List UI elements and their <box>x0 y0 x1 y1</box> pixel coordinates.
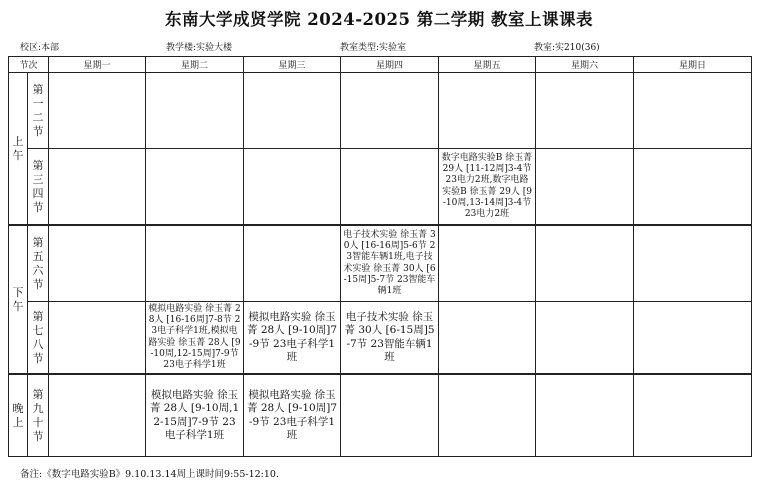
slot-p910-sat <box>536 374 634 457</box>
course-entry: 模拟电路实验 徐玉菁 28人 [9-10周]7-9节 23电子科学1班 <box>247 388 338 441</box>
slot-p56-wed <box>244 225 341 302</box>
header-day-sun: 星期日 <box>634 57 752 73</box>
period-9-10-label: 第九十节 <box>32 387 44 443</box>
campus-label: 校区:本部 <box>20 43 60 53</box>
slot-p12-fri <box>439 73 536 149</box>
period-3-4 <box>28 149 49 226</box>
row-periods-7-8 <box>9 302 752 375</box>
slot-p12-mon <box>49 73 146 149</box>
page-title: 东南大学成贤学院 2024-2025 第二学期 教室上课课表 <box>165 10 593 29</box>
slot-p12-wed <box>244 73 341 149</box>
building-label: 教学楼:实验大楼 <box>166 43 233 53</box>
header-day-fri: 星期五 <box>439 57 536 73</box>
slot-p34-fri <box>439 149 536 226</box>
slot-p34-thu <box>341 149 439 226</box>
header-day-sat: 星期六 <box>536 57 634 73</box>
slot-p34-sat <box>536 149 634 226</box>
slot-p910-sun <box>634 374 752 457</box>
slot-p12-sat <box>536 73 634 149</box>
timetable <box>8 56 752 457</box>
room-label: 教室:实210(36) <box>534 43 600 53</box>
session-afternoon <box>9 225 28 374</box>
course-entry: 模拟电路实验 徐玉菁 28人 [9-10周,12-15周]7-9节 23电子科学1班 <box>149 388 240 441</box>
period-1-2 <box>28 73 49 149</box>
slot-p78-wed <box>244 302 341 375</box>
course-entry: 模拟电路实验 徐玉菁 28人 [16-16周]7-8节 23电子科学1班,模拟电路实验 徐玉菁 28人 [9-10周,12-15周]7-9节 23电子科学1班 <box>148 303 241 370</box>
row-periods-5-6 <box>9 225 752 302</box>
period-9-10 <box>28 374 49 457</box>
slot-p56-fri <box>439 225 536 302</box>
period-5-6-label: 第五六节 <box>32 235 44 291</box>
course-entry: 模拟电路实验 徐玉菁 28人 [9-10周]7-9节 23电子科学1班 <box>247 310 338 363</box>
session-morning <box>9 73 28 226</box>
session-evening-label: 晚上 <box>12 401 24 429</box>
session-evening <box>9 374 28 457</box>
slot-p56-tue <box>146 225 244 302</box>
course-entry: 电子技术实验 徐玉菁 30人 [16-16周]5-6节 23智能车辆1班,电子技术实验 徐玉菁 30人 [6-15周]5-7节 23智能车辆1班 <box>343 229 436 296</box>
slot-p12-sun <box>634 73 752 149</box>
room-type-label: 教室类型:实验室 <box>340 43 407 53</box>
slot-p56-thu <box>341 225 439 302</box>
header-period: 节次 <box>9 57 49 73</box>
footnote: 备注:《数字电路实验B》9.10.13.14周上课时间9:55-12:10. <box>20 469 279 480</box>
slot-p910-wed <box>244 374 341 457</box>
slot-p78-mon <box>49 302 146 375</box>
course-entry: 数字电路实验B 徐玉菁 29人 [11-12周]3-4节 23电力2班,数字电路实验B 徐玉菁 29人 [9-10周,13-14周]3-4节 23电力2班 <box>441 152 533 219</box>
slot-p12-tue <box>146 73 244 149</box>
row-periods-1-2 <box>9 73 752 149</box>
slot-p910-tue <box>146 374 244 457</box>
slot-p34-tue <box>146 149 244 226</box>
period-1-2-label: 第一二节 <box>32 82 44 138</box>
slot-p56-sat <box>536 225 634 302</box>
header-day-tue: 星期二 <box>146 57 244 73</box>
slot-p56-mon <box>49 225 146 302</box>
header-day-mon: 星期一 <box>49 57 146 73</box>
header-day-wed: 星期三 <box>244 57 341 73</box>
header-day-thu: 星期四 <box>341 57 439 73</box>
session-morning-label: 上午 <box>12 134 24 162</box>
slot-p910-mon <box>49 374 146 457</box>
row-periods-3-4 <box>9 149 752 226</box>
row-periods-9-10 <box>9 374 752 457</box>
slot-p34-wed <box>244 149 341 226</box>
slot-p78-sun <box>634 302 752 375</box>
period-5-6 <box>28 225 49 302</box>
slot-p56-sun <box>634 225 752 302</box>
period-7-8 <box>28 302 49 375</box>
slot-p78-fri <box>439 302 536 375</box>
course-entry: 电子技术实验 徐玉菁 30人 [6-15周]5-7节 23智能车辆1班 <box>344 310 435 363</box>
slot-p12-thu <box>341 73 439 149</box>
slot-p78-tue <box>146 302 244 375</box>
slot-p910-fri <box>439 374 536 457</box>
slot-p34-mon <box>49 149 146 226</box>
slot-p34-sun <box>634 149 752 226</box>
header-row <box>9 57 752 73</box>
slot-p78-sat <box>536 302 634 375</box>
period-3-4-label: 第三四节 <box>32 158 44 214</box>
slot-p910-thu <box>341 374 439 457</box>
period-7-8-label: 第七八节 <box>32 309 44 365</box>
slot-p78-thu <box>341 302 439 375</box>
session-afternoon-label: 下午 <box>12 285 24 313</box>
